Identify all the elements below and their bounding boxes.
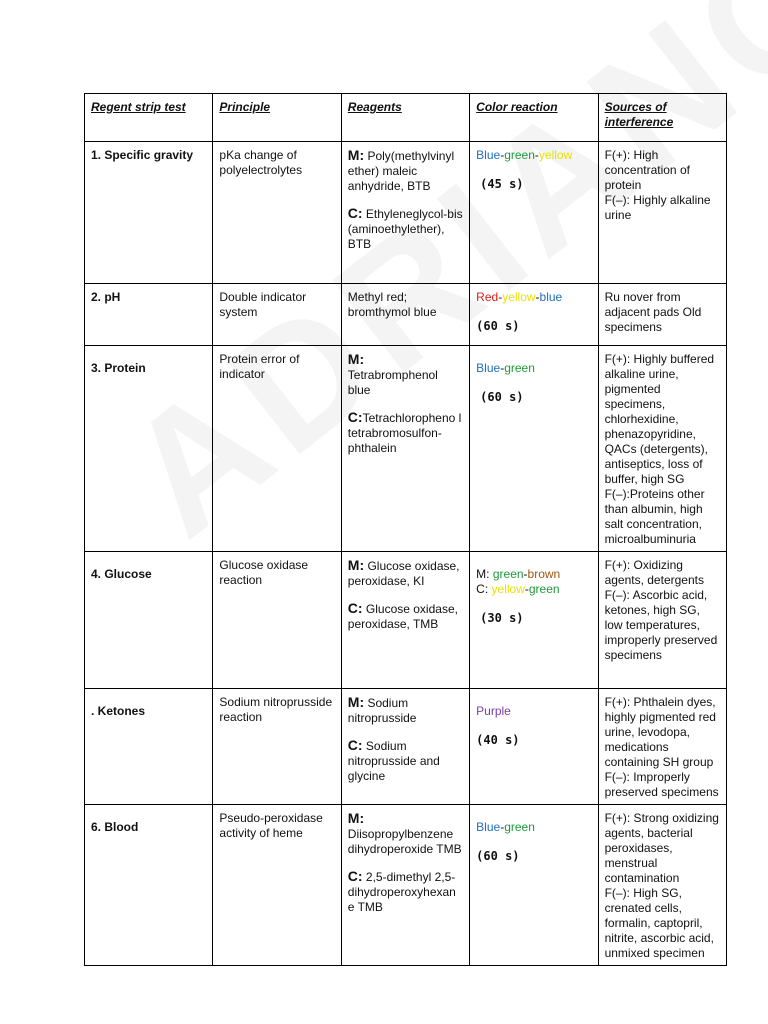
color-reaction-cell: M: green-brown C: yellow-green (30 s) xyxy=(470,552,598,689)
interference-cell: F(+): Phthalein dyes, highly pigmented red urine, levodopa, medications containing SH group F(–): Improperly preserved specimens xyxy=(598,689,726,805)
reagent-strip-table xyxy=(84,93,727,966)
test-name: 3. Protein xyxy=(85,346,213,552)
header-principle: Principle xyxy=(213,94,341,142)
interference-cell: F(+): High concentration of protein F(–): Highly alkaline urine xyxy=(598,142,726,284)
header-reagents: Reagents xyxy=(341,94,469,142)
principle-cell: Sodium nitroprusside reaction xyxy=(213,689,341,805)
reagents-cell: M: Poly(methylvinyl ether) maleic anhydride, BTB C: Ethyleneglycol-bis (aminoethylether), BTB xyxy=(341,142,469,284)
principle-cell: pKa change of polyelectrolytes xyxy=(213,142,341,284)
test-name: 1. Specific gravity xyxy=(85,142,213,284)
reagents-cell: M: Diisopropylbenzene dihydroperoxide TMB C: 2,5-dimethyl 2,5-dihydroperoxyhexan e TMB xyxy=(341,805,469,966)
table-row xyxy=(85,346,727,552)
test-name: 6. Blood xyxy=(85,805,213,966)
reaction-time: (60 s) xyxy=(476,849,520,863)
reagents-cell: Methyl red; bromthymol blue xyxy=(341,284,469,346)
interference-cell: Ru nover from adjacent pads Old specimens xyxy=(598,284,726,346)
principle-cell: Glucose oxidase reaction xyxy=(213,552,341,689)
table-row xyxy=(85,805,727,966)
table-row xyxy=(85,284,727,346)
header-interference: Sources of interference xyxy=(598,94,726,142)
table-row xyxy=(85,689,727,805)
color-reaction-cell: Blue-green-yellow (45 s) xyxy=(470,142,598,284)
principle-cell: Double indicator system xyxy=(213,284,341,346)
interference-cell: F(+): Highly buffered alkaline urine, pigmented specimens, chlorhexidine, phenazopyridine, QACs (detergents), antiseptics, loss of buffer, high SG F(–):Proteins other than albumin, high salt concentration, microalbuminuria xyxy=(598,346,726,552)
interference-cell: F(+): Oxidizing agents, detergents F(–): Ascorbic acid, ketones, high SG, low temperatures, improperly preserved specimens xyxy=(598,552,726,689)
color-reaction-cell: Blue-green (60 s) xyxy=(470,346,598,552)
reagents-cell: M: Sodium nitroprusside C: Sodium nitroprusside and glycine xyxy=(341,689,469,805)
reaction-time: (60 s) xyxy=(476,319,520,333)
reaction-time: (40 s) xyxy=(476,733,520,747)
test-name: 2. pH xyxy=(85,284,213,346)
color-reaction-cell: Purple (40 s) xyxy=(470,689,598,805)
header-row xyxy=(85,94,727,142)
interference-cell: F(+): Strong oxidizing agents, bacterial peroxidases, menstrual contamination F(–): High SG, crenated cells, formalin, captopril, nitrite, ascorbic acid, unmixed specimen xyxy=(598,805,726,966)
reaction-time: (60 s) xyxy=(480,390,524,404)
reaction-time: (45 s) xyxy=(480,177,524,191)
reagents-cell: M: Tetrabromphenol blue C:Tetrachloropheno l tetrabromosulfon-phthalein xyxy=(341,346,469,552)
test-name: . Ketones xyxy=(85,689,213,805)
header-test: Regent strip test xyxy=(85,94,213,142)
reagents-cell: M: Glucose oxidase, peroxidase, KI C: Glucose oxidase, peroxidase, TMB xyxy=(341,552,469,689)
table-row xyxy=(85,142,727,284)
color-reaction-cell: Blue-green (60 s) xyxy=(470,805,598,966)
table-row xyxy=(85,552,727,689)
header-color-reaction: Color reaction xyxy=(470,94,598,142)
principle-cell: Pseudo-peroxidase activity of heme xyxy=(213,805,341,966)
principle-cell: Protein error of indicator xyxy=(213,346,341,552)
test-name: 4. Glucose xyxy=(85,552,213,689)
color-reaction-cell: Red-yellow-blue (60 s) xyxy=(470,284,598,346)
reaction-time: (30 s) xyxy=(480,611,524,625)
